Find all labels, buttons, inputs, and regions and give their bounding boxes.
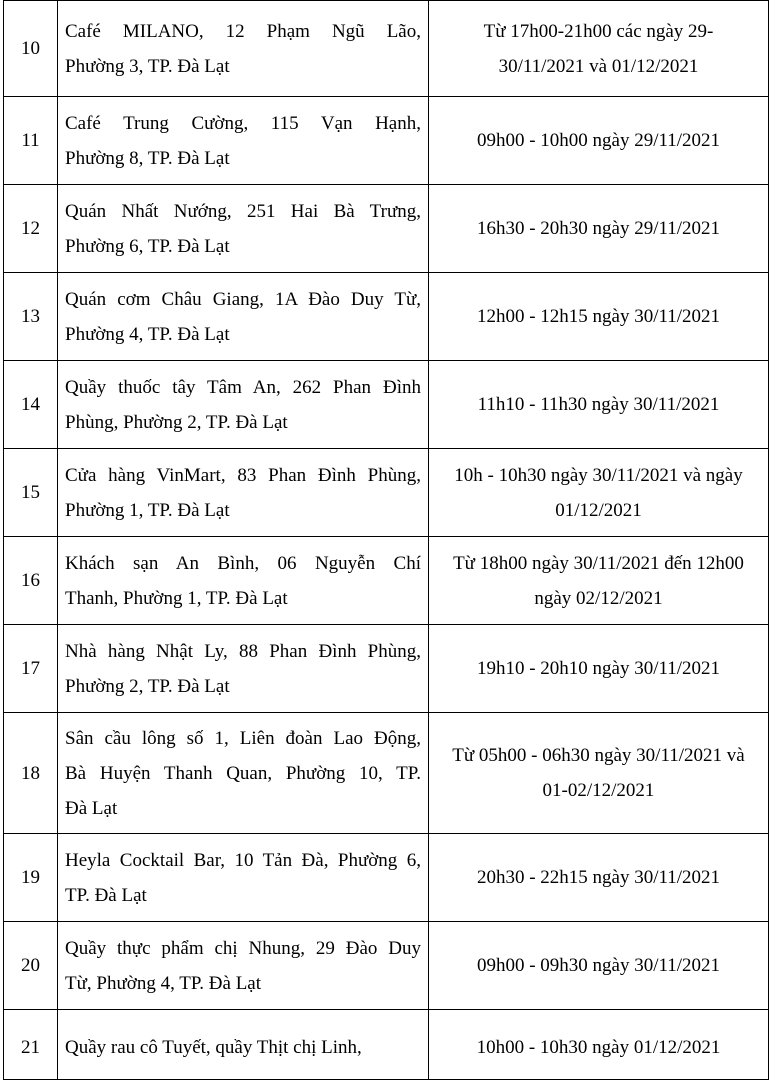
time-line: Từ 17h00-21h00 các ngày 29-	[483, 20, 714, 42]
row-number: 12	[4, 185, 58, 273]
time-line: 09h00 - 09h30 ngày 30/11/2021	[476, 955, 721, 976]
time-line: 01/12/2021	[555, 499, 642, 521]
time-line: 09h00 - 10h00 ngày 29/11/2021	[476, 130, 721, 151]
location-line: TP. Đà Lạt	[65, 884, 147, 906]
location-line: Khách sạn An Bình, 06 Nguyễn Chí	[65, 552, 421, 574]
time-line: Từ 05h00 - 06h30 ngày 30/11/2021 và	[452, 745, 745, 766]
location-line: Thanh, Phường 1, TP. Đà Lạt	[65, 587, 288, 609]
row-number: 21	[4, 1010, 58, 1080]
table-row	[4, 1, 769, 97]
table-row	[4, 273, 769, 361]
location-line: Từ, Phường 4, TP. Đà Lạt	[65, 972, 262, 994]
location-line: Cửa hàng VinMart, 83 Phan Đình Phùng,	[65, 464, 421, 486]
time-line: 19h10 - 20h10 ngày 30/11/2021	[476, 658, 721, 679]
row-number: 15	[4, 449, 58, 537]
time-line: Từ 18h00 ngày 30/11/2021 đến 12h00	[453, 552, 744, 574]
location-line: Quầy thực phẩm chị Nhung, 29 Đào Duy	[65, 937, 421, 959]
location-cell	[58, 1, 429, 97]
time-cell	[429, 449, 769, 537]
time-line: 12h00 - 12h15 ngày 30/11/2021	[476, 306, 721, 327]
time-line: 16h30 - 20h30 ngày 29/11/2021	[476, 218, 721, 239]
location-line: Phường 6, TP. Đà Lạt	[65, 235, 230, 257]
location-cell	[58, 834, 429, 922]
time-cell	[429, 97, 769, 185]
location-line: Phùng, Phường 2, TP. Đà Lạt	[65, 411, 288, 433]
location-cell	[58, 625, 429, 713]
location-cell	[58, 713, 429, 834]
time-cell	[429, 185, 769, 273]
time-line: 20h30 - 22h15 ngày 30/11/2021	[476, 867, 721, 888]
row-number: 16	[4, 537, 58, 625]
location-line: Café MILANO, 12 Phạm Ngũ Lão,	[65, 20, 421, 42]
table-row	[4, 361, 769, 449]
time-cell	[429, 1010, 769, 1080]
location-cell	[58, 537, 429, 625]
location-line: Phường 8, TP. Đà Lạt	[65, 147, 230, 169]
location-cell	[58, 1010, 429, 1080]
location-line: Quán Nhất Nướng, 251 Hai Bà Trưng,	[65, 200, 421, 222]
location-line: Phường 2, TP. Đà Lạt	[65, 675, 230, 697]
location-line: Phường 1, TP. Đà Lạt	[65, 499, 230, 521]
location-line: Sân cầu lông số 1, Liên đoàn Lao Động,	[65, 727, 421, 749]
location-line: Café Trung Cường, 115 Vạn Hạnh,	[65, 112, 421, 134]
time-cell	[429, 713, 769, 834]
location-cell	[58, 922, 429, 1010]
table-row	[4, 625, 769, 713]
location-line: Phường 3, TP. Đà Lạt	[65, 55, 230, 77]
table-row	[4, 713, 769, 834]
location-line: Phường 4, TP. Đà Lạt	[65, 323, 230, 345]
table-row	[4, 1010, 769, 1080]
time-line: 11h10 - 11h30 ngày 30/11/2021	[477, 394, 720, 415]
location-cell	[58, 185, 429, 273]
table-row	[4, 834, 769, 922]
location-line: Heyla Cocktail Bar, 10 Tản Đà, Phường 6,	[65, 849, 421, 871]
row-number: 18	[4, 713, 58, 834]
row-number: 10	[4, 1, 58, 97]
row-number: 19	[4, 834, 58, 922]
row-number: 14	[4, 361, 58, 449]
time-line: 01-02/12/2021	[542, 780, 655, 801]
table-body	[4, 1, 769, 1080]
row-number: 17	[4, 625, 58, 713]
location-line: Quầy rau cô Tuyết, quầy Thịt chị Linh,	[65, 1036, 362, 1058]
table-row	[4, 537, 769, 625]
locations-table	[3, 0, 769, 1080]
time-cell	[429, 922, 769, 1010]
time-cell	[429, 361, 769, 449]
location-line: Quán cơm Châu Giang, 1A Đào Duy Từ,	[65, 288, 421, 310]
location-line: Quầy thuốc tây Tâm An, 262 Phan Đình	[65, 376, 421, 398]
location-cell	[58, 273, 429, 361]
table-row	[4, 449, 769, 537]
time-line: 30/11/2021 và 01/12/2021	[498, 55, 699, 77]
location-cell	[58, 449, 429, 537]
time-line: 10h - 10h30 ngày 30/11/2021 và ngày	[454, 464, 743, 486]
time-line: ngày 02/12/2021	[534, 587, 663, 609]
time-cell	[429, 273, 769, 361]
table-row	[4, 922, 769, 1010]
row-number: 13	[4, 273, 58, 361]
time-cell	[429, 537, 769, 625]
table-row	[4, 185, 769, 273]
location-cell	[58, 97, 429, 185]
row-number: 20	[4, 922, 58, 1010]
time-cell	[429, 625, 769, 713]
time-line: 10h00 - 10h30 ngày 01/12/2021	[476, 1036, 721, 1058]
location-line: Nhà hàng Nhật Ly, 88 Phan Đình Phùng,	[65, 640, 421, 662]
table-row	[4, 97, 769, 185]
row-number: 11	[4, 97, 58, 185]
location-line: Bà Huyện Thanh Quan, Phường 10, TP.	[65, 762, 421, 784]
time-cell	[429, 1, 769, 97]
location-line: Đà Lạt	[65, 797, 118, 819]
location-cell	[58, 361, 429, 449]
time-cell	[429, 834, 769, 922]
